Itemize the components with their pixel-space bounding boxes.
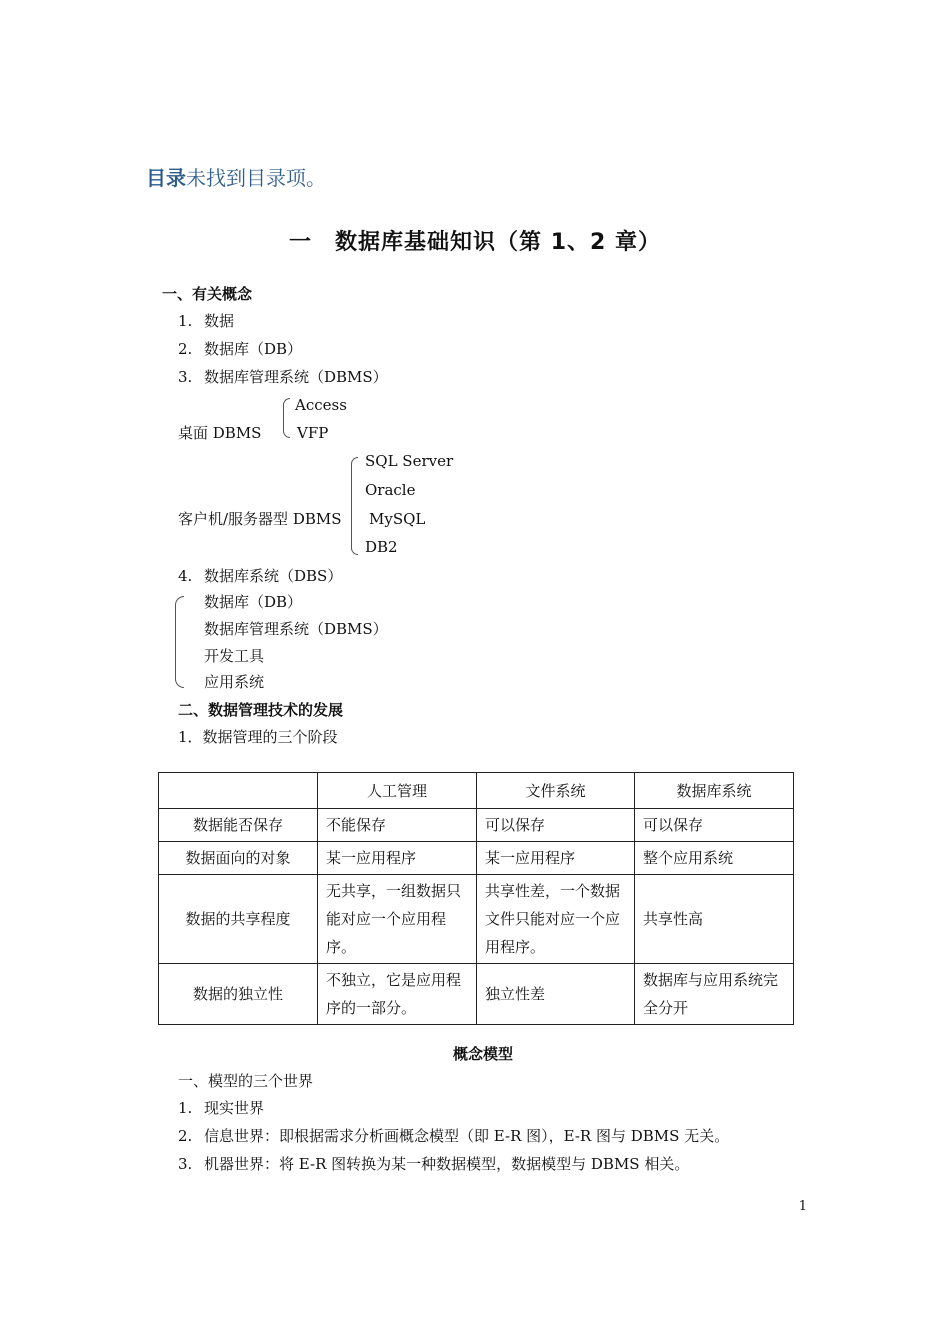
desktop-dbms-option: VFP [297,424,329,442]
table-row [159,875,794,964]
brace-dbs [175,596,184,688]
brace-desktop-dbms [283,398,290,438]
page-number: 1 [798,1199,807,1214]
table-header-cell: 文件系统 [477,773,635,809]
cs-dbms-label: 客户机/服务器型 DBMS [178,510,342,528]
list-item-text: 数据库管理系统（DBMS） [204,368,388,386]
table-row [159,842,794,875]
list-item-text: 数据库（DB） [204,340,303,358]
dbs-part: 开发工具 [204,647,265,665]
list-item-num: 2. [178,340,193,358]
table-header-cell: 数据库系统 [635,773,794,809]
toc-message: 未找到目录项。 [186,166,326,190]
list-item-num: 3. [178,1155,193,1173]
toc-heading: 目录 [146,166,186,190]
table-row [159,809,794,842]
concept-model-subtitle: 一、模型的三个世界 [178,1072,314,1090]
desktop-dbms-label: 桌面 DBMS [178,424,262,442]
table-cell: 整个应用系统 [635,842,794,875]
table-row [159,964,794,1025]
table-cell: 数据能否保存 [159,809,318,842]
list-item-num: 1. [178,312,193,330]
data-management-table [158,772,794,1025]
table-cell: 可以保存 [477,809,635,842]
cs-dbms-option: DB2 [365,538,398,556]
table-header-cell: 人工管理 [318,773,477,809]
table-cell: 独立性差 [477,964,635,1025]
list-item-text: 机器世界：将 E-R 图转换为某一种数据模型，数据模型与 DBMS 相关。 [204,1155,690,1173]
section2-title: 二、数据管理技术的发展 [178,701,344,719]
table-cell: 共享性高 [635,875,794,964]
cs-dbms-option: Oracle [365,481,416,499]
list-item-text: 数据库系统（DBS） [204,567,343,585]
table-cell: 数据面向的对象 [159,842,318,875]
table-cell: 不独立，它是应用程序的一部分。 [318,964,477,1025]
list-item-num: 2. [178,1127,193,1145]
list-item-num: 4. [178,567,193,585]
table-header-cell [159,773,318,809]
desktop-dbms-option: Access [295,396,347,414]
list-item-num: 3. [178,368,193,386]
toc-line [146,164,326,192]
list-item-num: 1. [178,1099,193,1117]
table-cell: 数据的共享程度 [159,875,318,964]
table-header-row [159,773,794,809]
concept-model-title: 概念模型 [452,1045,513,1063]
table-cell: 无共享，一组数据只能对应一个应用程序。 [318,875,477,964]
table-cell: 不能保存 [318,809,477,842]
table-cell: 某一应用程序 [318,842,477,875]
section2-subtitle: 1．数据管理的三个阶段 [178,728,338,746]
dbs-part: 数据库（DB） [204,593,303,611]
table-cell: 某一应用程序 [477,842,635,875]
table-cell: 数据库与应用系统完全分开 [635,964,794,1025]
chapter-title: 一 数据库基础知识（第 1、2 章） [289,230,661,255]
brace-cs-dbms [351,457,358,555]
dbs-part: 数据库管理系统（DBMS） [204,620,388,638]
dbs-part: 应用系统 [204,673,265,691]
table-cell: 数据的独立性 [159,964,318,1025]
table-cell: 可以保存 [635,809,794,842]
cs-dbms-option: SQL Server [365,452,454,470]
cs-dbms-option: MySQL [369,510,426,528]
table-cell: 共享性差，一个数据文件只能对应一个应用程序。 [477,875,635,964]
list-item-text: 信息世界：即根据需求分析画概念模型（即 E-R 图），E-R 图与 DBMS 无关。 [204,1127,730,1145]
list-item-text: 现实世界 [204,1099,265,1117]
list-item-text: 数据 [204,312,235,330]
section1-title: 一、有关概念 [162,285,253,303]
